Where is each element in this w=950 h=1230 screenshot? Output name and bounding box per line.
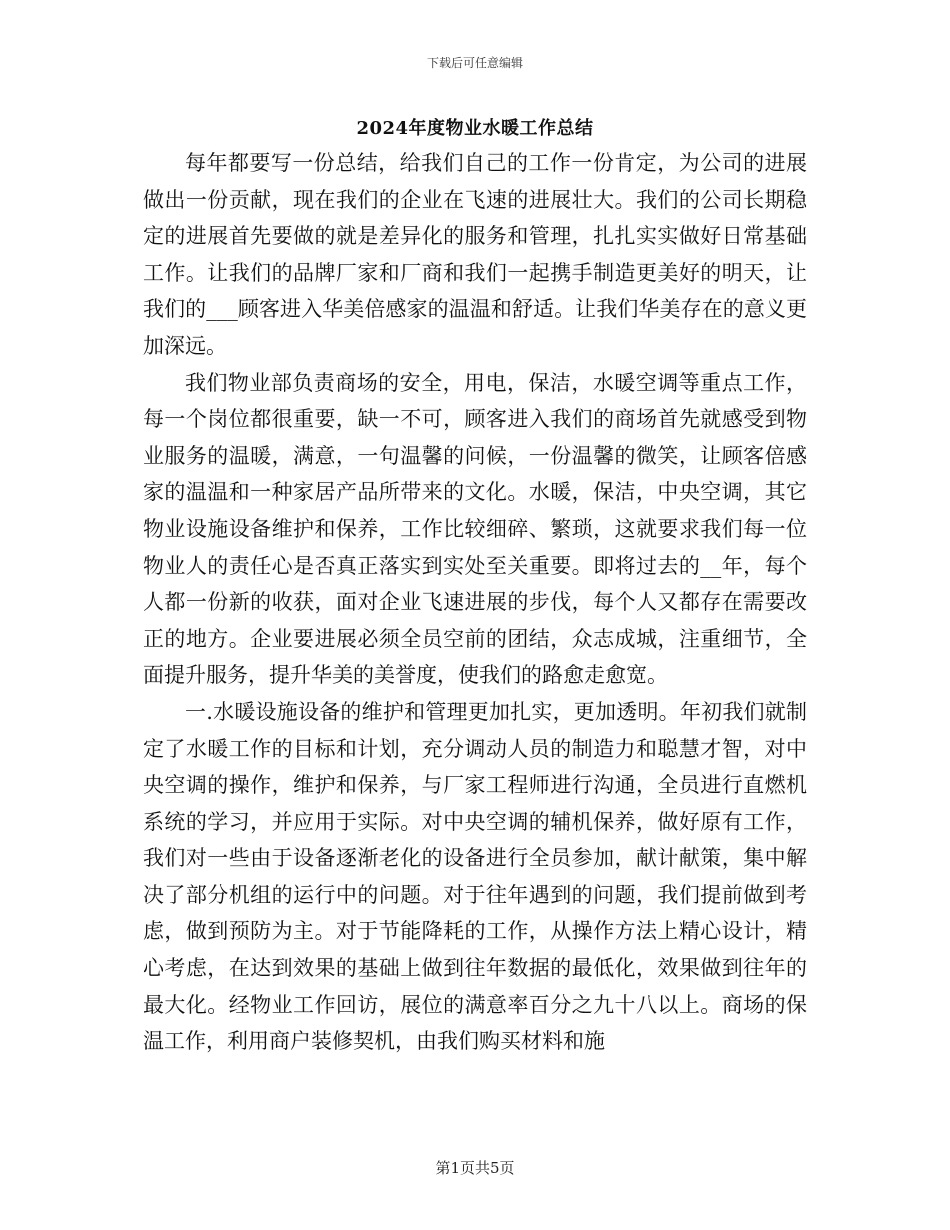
page-footer: 第1页共5页 <box>435 1159 515 1177</box>
paragraph-1: 每年都要写一份总结，给我们自己的工作一份肯定，为公司的进展做出一份贡献，现在我们的企业在飞速的进展壮大。我们的公司长期稳定的进展首先要做的就是差异化的服务和管理，扎扎实实做好日常基础工作。让我们的品牌厂家和厂商和我们一起携手制造更美好的明天，让我们的___顾客进入华美倍感家的温温和舒适。让我们华美存在的意义更加深远。 <box>143 151 807 358</box>
paragraph-3: 一.水暖设施设备的维护和管理更加扎实，更加透明。年初我们就制定了水暖工作的目标和计划，充分调动人员的制造力和聪慧才智，对中央空调的操作，维护和保养，与厂家工程师进行沟通，全员进行直燃机系统的学习，并应用于实际。对中央空调的辅机保养，做好原有工作，我们对一些由于设备逐渐老化的设备进行全员参加，献计献策，集中解决了部分机组的运行中的问题。对于往年遇到的问题，我们提前做到考虑，做到预防为主。对于节能降耗的工作，从操作方法上精心设计，精心考虑，在达到效果的基础上做到往年数据的最低化，效果做到往年的最大化。经物业工作回访，展位的满意率百分之九十八以上。商场的保温工作，利用商户装修契机，由我们购买材料和施 <box>143 699 807 1054</box>
header-note: 下载后可任意编辑 <box>426 56 523 70</box>
document-title: 2024年度物业水暖工作总结 <box>356 118 594 139</box>
paragraph-2: 我们物业部负责商场的安全，用电，保洁，水暖空调等重点工作，每一个岗位都很重要，缺一不可，顾客进入我们的商场首先就感受到物业服务的温暖，满意，一句温馨的问候，一份温馨的微笑，让顾客倍感家的温温和一种家居产品所带来的文化。水暖，保洁，中央空调，其它物业设施设备维护和保养，工作比较细碎、繁琐，这就要求我们每一位物业人的责任心是否真正落实到实处至关重要。即将过去的__年，每个人都一份新的收获，面对企业飞速进展的步伐，每个人又都存在需要改正的地方。企业要进展必须全员空前的团结，众志成城，注重细节，全面提升服务，提升华美的美誉度，使我们的路愈走愈宽。 <box>143 370 807 688</box>
document-body <box>143 145 807 1060</box>
